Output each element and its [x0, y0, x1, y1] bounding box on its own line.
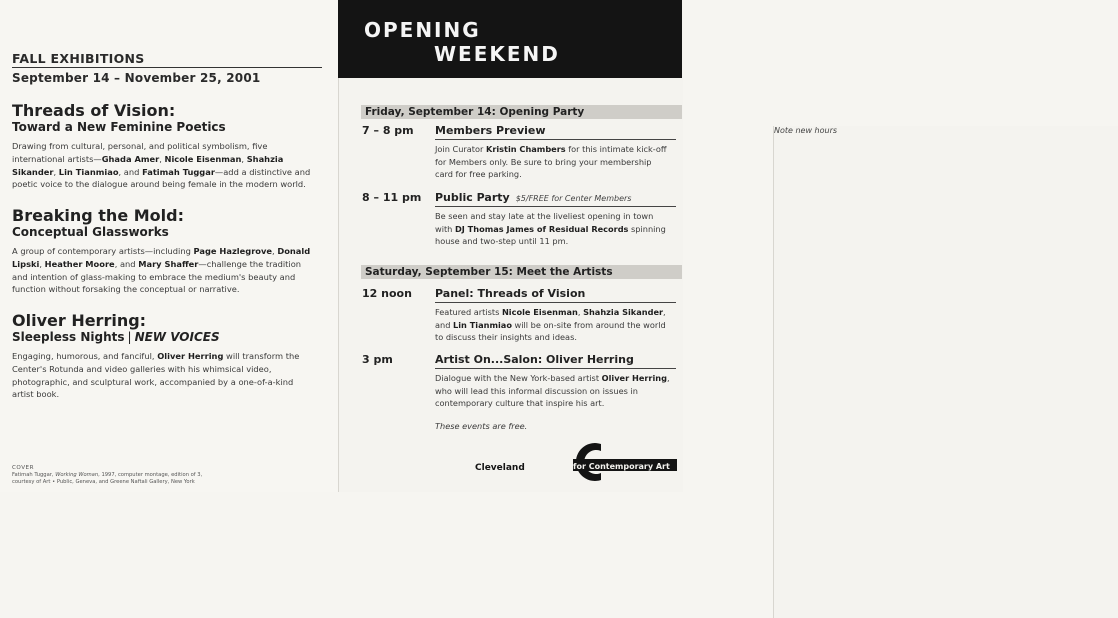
exhibition-threads-of-vision: [12, 102, 312, 191]
exhibition-description: Engaging, humorous, and fanciful, Oliver Herring will transform the Center's Rotunda and video galleries with his whimsical video, photographic, and sculptural work, accompanied by a one-of-a-kind artist book.: [12, 351, 300, 400]
event-time: 3 pm: [362, 353, 393, 366]
day-header-saturday: Saturday, September 15: Meet the Artists: [361, 265, 682, 279]
exhibition-title: Threads of Vision:: [12, 101, 176, 120]
event-time: 8 – 11 pm: [362, 191, 422, 204]
artist-name: Ghada Amer: [101, 153, 160, 164]
new-voices-label: NEW VOICES: [134, 330, 220, 344]
artist-name: Lin Tianmiao: [58, 166, 119, 177]
artist-name: Heather Moore: [44, 258, 115, 269]
exhibition-description: Drawing from cultural, personal, and political symbolism, five international artists—Ghada Amer, Nicole Eisenman, Shahzia Sikander, Lin Tianmiao, and Fatimah Tuggar—add a distinctive and poetic voice to the dialogue around being female in the modern world.: [12, 141, 311, 190]
artist-name: Nicole Eisenman: [164, 153, 242, 164]
event-description: Be seen and stay late at the liveliest opening in town with DJ Thomas James of Residual Records spinning house and two-step until 11 pm.: [435, 211, 666, 247]
exhibition-oliver-herring: [12, 312, 312, 401]
event-note: Note new hours: [773, 126, 1118, 618]
logo-c-mark-icon: [473, 440, 683, 484]
banner-line-2: WEEKEND: [434, 42, 560, 66]
event-description: Join Curator Kristin Chambers for this intimate kick-off for Members only. Be sure to bring your membership card for free parking.: [435, 144, 667, 180]
exhibition-title: Breaking the Mold:: [12, 206, 184, 225]
event-name: Public Party $5/FREE for Center Members: [435, 191, 676, 207]
artist-name: Mary Shaffer: [138, 258, 199, 269]
event-name: Panel: Threads of Vision: [435, 287, 676, 303]
exhibition-subtitle: Conceptual Glassworks: [12, 225, 169, 239]
exhibition-subtitle: Sleepless Nights | NEW VOICES: [12, 330, 220, 344]
event-time: 12 noon: [362, 287, 412, 300]
artist-name: Fatimah Tuggar: [142, 166, 215, 177]
event-name: Artist On...Salon: Oliver Herring: [435, 353, 676, 369]
event-description: Featured artists Nicole Eisenman, Shahzia Sikander, and Lin Tianmiao will be on-site from around the world to discuss their insights and ideas.: [435, 307, 666, 343]
artist-name: Page Hazlegrove: [193, 246, 273, 256]
event-note: $5/FREE for Center Members: [515, 194, 632, 203]
cover-credit-text: Fatimah Tuggar, Working Woman, 1997, computer montage, edition of 3, courtesy of Art • Public, Geneva, and Greene Naftali Gallery, New York: [12, 472, 203, 485]
event-name: Members Preview Note new hours: [435, 124, 676, 140]
banner-line-1: OPENING: [364, 18, 481, 42]
day-header-friday: Friday, September 14: Opening Party: [361, 105, 682, 119]
cleveland-center-logo: [473, 440, 683, 484]
logo-word-contemporary-art: for Contemporary Art: [573, 462, 670, 471]
cover-label: COVER: [12, 465, 34, 471]
season-dates: September 14 – November 25, 2001: [12, 71, 261, 85]
exhibition-description: A group of contemporary artists—including Page Hazlegrove, Donald Lipski, Heather Moore, and Mary Shaffer—challenge the tradition and intention of glass-making to embrace the medium's beauty and function without forsaking the conceptual or narrative.: [12, 246, 311, 295]
logo-word-cleveland: Cleveland: [475, 463, 525, 473]
artist-name: Shahzia Sikander: [12, 153, 284, 177]
free-events-note: These events are free.: [435, 421, 528, 431]
exhibition-title: Oliver Herring:: [12, 311, 147, 330]
exhibition-subtitle: Toward a New Feminine Poetics: [12, 120, 226, 134]
artist-name: Donald Lipski: [12, 246, 311, 269]
event-description: Dialogue with the New York-based artist Oliver Herring, who will lead this informal discussion on issues in contemporary culture that inspire his art.: [435, 373, 670, 409]
cover-credit: [12, 465, 312, 486]
artist-name: Oliver Herring: [157, 351, 224, 361]
season-title: FALL EXHIBITIONS: [12, 51, 322, 68]
event-time: 7 – 8 pm: [362, 124, 414, 137]
exhibition-breaking-the-mold: [12, 207, 312, 296]
season-header: [12, 51, 322, 85]
opening-weekend-banner: [338, 0, 682, 78]
logo-word-center: Center: [538, 462, 572, 472]
